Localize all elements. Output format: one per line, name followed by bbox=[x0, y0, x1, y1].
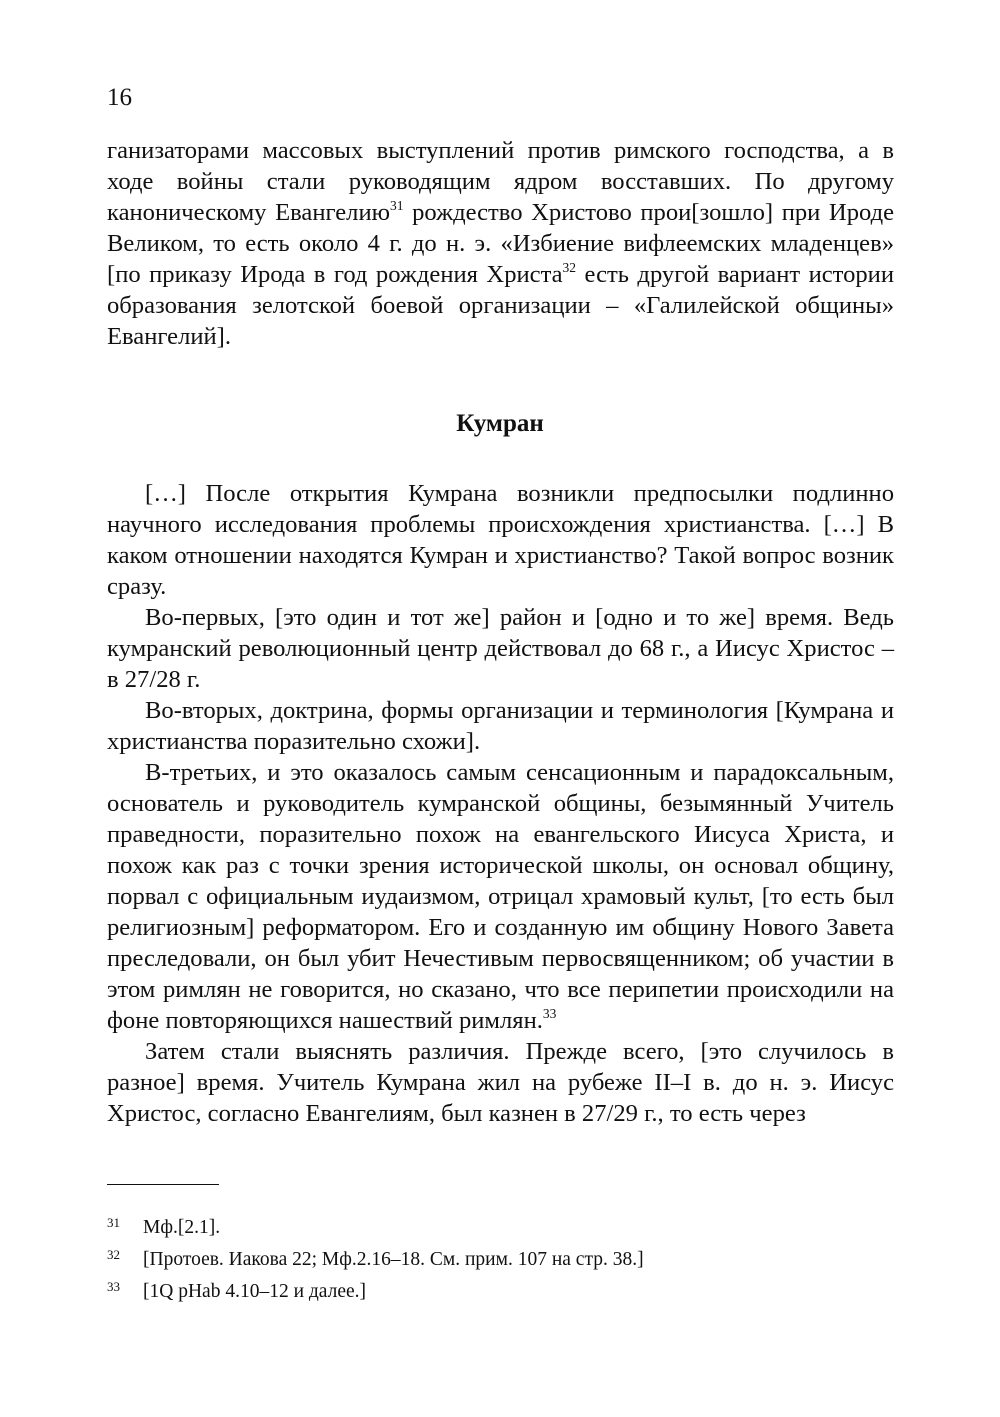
footnote-number: 32 bbox=[107, 1247, 120, 1262]
section-body bbox=[107, 478, 894, 1129]
paragraph-3: Во-вторых, доктрина, формы организации и терминология [Кумрана и христианства поразительно схожи]. bbox=[107, 697, 894, 755]
footnote-divider bbox=[107, 1184, 219, 1185]
paragraph-5: Затем стали выяснять различия. Прежде всего, [это случилось в разное] время. Учитель Кумрана жил на рубеже II–I в. до н. э. Иисус Христос, согласно Евангелиям, был казнен в 27/29 г., то есть через bbox=[107, 1038, 894, 1127]
section-heading: Кумран bbox=[456, 410, 544, 437]
paragraph-2: Во-первых, [это один и тот же] район и [одно и то же] время. Ведь кумранский революционный центр действовал до 68 г., а Иисус Христос – в 27/28 г. bbox=[107, 604, 894, 693]
footnote-text: Мф.[2.1]. bbox=[143, 1217, 221, 1238]
intro-text-2: рождество Христово прои[зошло] при Ироде Великом, то есть около 4 г. до н. э. «Избиение вифлеемских младенцев» [по приказу Ирода в год рождения Христа bbox=[107, 199, 895, 288]
intro-paragraph bbox=[107, 135, 894, 352]
paragraph-1: […] После открытия Кумрана возникли предпосылки подлинно научного исследования проблемы происхождения христианства. […] В каком отношении находятся Кумран и христианство? Такой вопрос возник сразу. bbox=[107, 480, 894, 600]
paragraph-4-text: В-третьих, и это оказалось самым сенсационным и парадоксальным, основатель и руководитель кумранской общины, безымянный Учитель праведности, поразительно похож на евангельского Иисуса Христа, и похож как раз с точки зрения исторической школы, он основал общину, порвал с официальным иудаизмом, отрицал храмовый культ, [то есть был религиозным] реформатором. Его и созданную им общину Нового Завета преследовали, он был убит Нечестивым первосвященником; об участии в этом римлян не говорится, но сказано, что все перипетии происходили на фоне повторяющихся нашествий римлян. bbox=[107, 759, 894, 1034]
footnote-ref-32[interactable]: 32 bbox=[562, 259, 577, 275]
intro-text-3: есть другой вариант истории образования зелотской боевой организации – «Галилейской общины» Евангелий]. bbox=[107, 261, 895, 350]
footnote-item bbox=[107, 1209, 644, 1241]
footnotes bbox=[107, 1209, 644, 1305]
footnote-ref-31[interactable]: 31 bbox=[389, 197, 404, 213]
paragraph-4 bbox=[107, 757, 894, 1036]
footnote-item bbox=[107, 1241, 644, 1273]
footnote-text: [1Q pHab 4.10–12 и далее.] bbox=[143, 1281, 367, 1302]
footnote-text: [Протоев. Иакова 22; Мф.2.16–18. См. прим. 107 на стр. 38.] bbox=[143, 1249, 644, 1270]
intro-text-1: ганизаторами массовых выступлений против римского господства, а в ходе войны стали руководящим ядром восставших. По другому каноническому Евангелию bbox=[107, 137, 894, 226]
footnote-ref-33[interactable]: 33 bbox=[542, 1005, 557, 1021]
footnote-number: 31 bbox=[107, 1215, 120, 1230]
page-number: 16 bbox=[107, 84, 132, 111]
footnote-item bbox=[107, 1273, 644, 1305]
footnote-number: 33 bbox=[107, 1279, 120, 1294]
